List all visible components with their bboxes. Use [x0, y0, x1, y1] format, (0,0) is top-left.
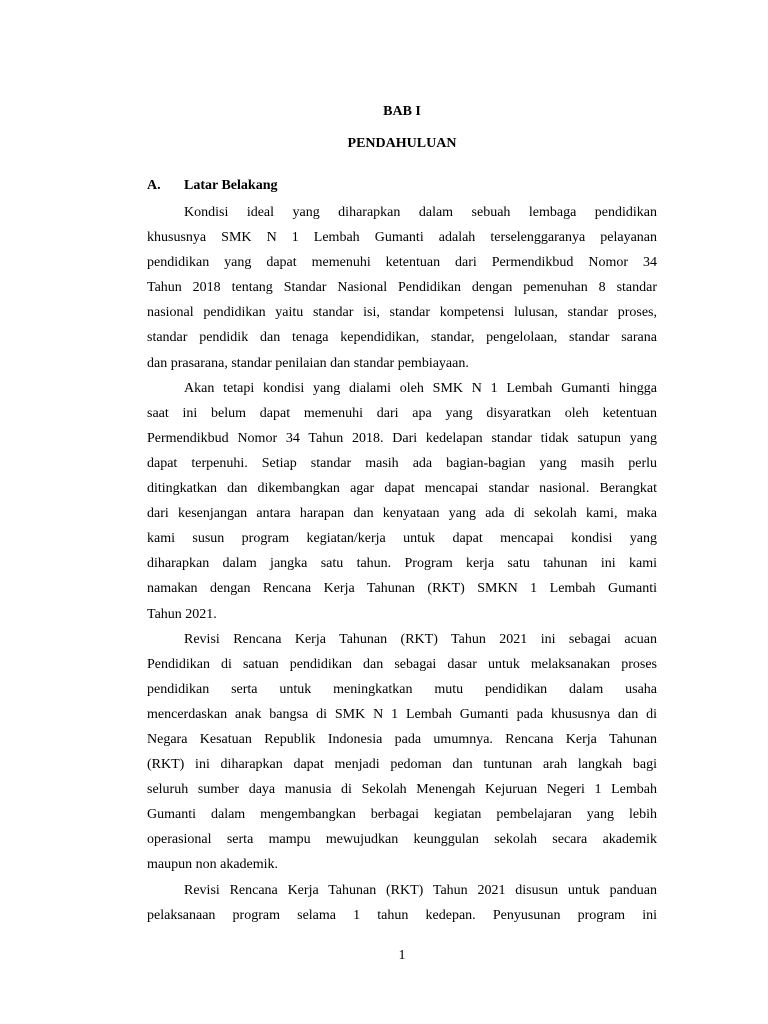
text-line: standar pendidik dan tenaga kependidikan, standar, pengelolaan, standar sarana [147, 330, 657, 346]
paragraph [147, 878, 657, 928]
body-text [147, 200, 657, 928]
text-line: (RKT) ini diharapkan dapat menjadi pedoman dan tuntunan arah langkah bagi [147, 757, 657, 773]
text-line: Akan tetapi kondisi yang dialami oleh SMK N 1 Lembah Gumanti hingga [184, 380, 657, 396]
section-heading [147, 178, 277, 194]
chapter-title: PENDAHULUAN [347, 136, 457, 151]
text-line: Kondisi ideal yang diharapkan dalam sebuah lembaga pendidikan [184, 205, 657, 220]
text-line: mencerdaskan anak bangsa di SMK N 1 Lembah Gumanti pada khususnya dan di [147, 706, 657, 722]
text-line: Gumanti dalam mengembangkan berbagai kegiatan pembelajaran yang lebih [147, 807, 657, 823]
text-line: Revisi Rencana Kerja Tahunan (RKT) Tahun 2021 ini sebagai acuan [184, 631, 657, 647]
paragraph [147, 627, 657, 878]
text-line: dapat terpenuhi. Setiap standar masih ada bagian-bagian yang masih perlu [147, 455, 657, 471]
text-line: pendidikan serta untuk meningkatkan mutu pendidikan dalam usaha [147, 681, 657, 697]
text-line: khususnya SMK N 1 Lembah Gumanti adalah terselenggaranya pelayanan [147, 230, 657, 246]
chapter-number: BAB I [383, 104, 421, 119]
text-line: ditingkatkan dan dikembangkan agar dapat mencapai standar nasional. Berangkat [147, 481, 657, 497]
page-number: 1 [398, 948, 406, 963]
text-line: seluruh sumber daya manusia di Sekolah Menengah Kejuruan Negeri 1 Lembah [147, 782, 657, 798]
text-line: Permendikbud Nomor 34 Tahun 2018. Dari kedelapan standar tidak satupun yang [147, 430, 657, 446]
text-line: namakan dengan Rencana Kerja Tahunan (RKT) SMKN 1 Lembah Gumanti [147, 581, 657, 597]
text-line: pelaksanaan program selama 1 tahun kedepan. Penyusunan program ini [147, 907, 657, 923]
text-line: Negara Kesatuan Republik Indonesia pada umumnya. Rencana Kerja Tahunan [147, 731, 657, 747]
paragraph [147, 200, 657, 376]
text-line: kami susun program kegiatan/kerja untuk dapat mencapai kondisi yang [147, 531, 657, 547]
text-line: Pendidikan di satuan pendidikan dan sebagai dasar untuk melaksanakan proses [147, 656, 657, 672]
text-line: Tahun 2018 tentang Standar Nasional Pendidikan dengan pemenuhan 8 standar [147, 280, 657, 296]
paragraph [147, 376, 657, 627]
text-line: Tahun 2021. [147, 606, 217, 622]
text-line: dari kesenjangan antara harapan dan kenyataan yang ada di sekolah kami, maka [147, 506, 657, 522]
text-line: diharapkan dalam jangka satu tahun. Program kerja satu tahunan ini kami [147, 556, 657, 572]
text-line: pendidikan yang dapat memenuhi ketentuan dari Permendikbud Nomor 34 [147, 255, 657, 271]
text-line: Revisi Rencana Kerja Tahunan (RKT) Tahun 2021 disusun untuk panduan [184, 882, 657, 898]
text-line: maupun non akademik. [147, 857, 279, 873]
text-line: operasional serta mampu mewujudkan keunggulan sekolah secara akademik [147, 832, 657, 848]
text-line: saat ini belum dapat memenuhi dari apa yang disyaratkan oleh ketentuan [147, 405, 657, 421]
section-title: Latar Belakang [184, 178, 278, 193]
text-line: nasional pendidikan yaitu standar isi, standar kompetensi lulusan, standar proses, [147, 305, 657, 321]
text-line: dan prasarana, standar penilaian dan standar pembiayaan. [147, 355, 469, 371]
section-label: A. [147, 178, 161, 193]
